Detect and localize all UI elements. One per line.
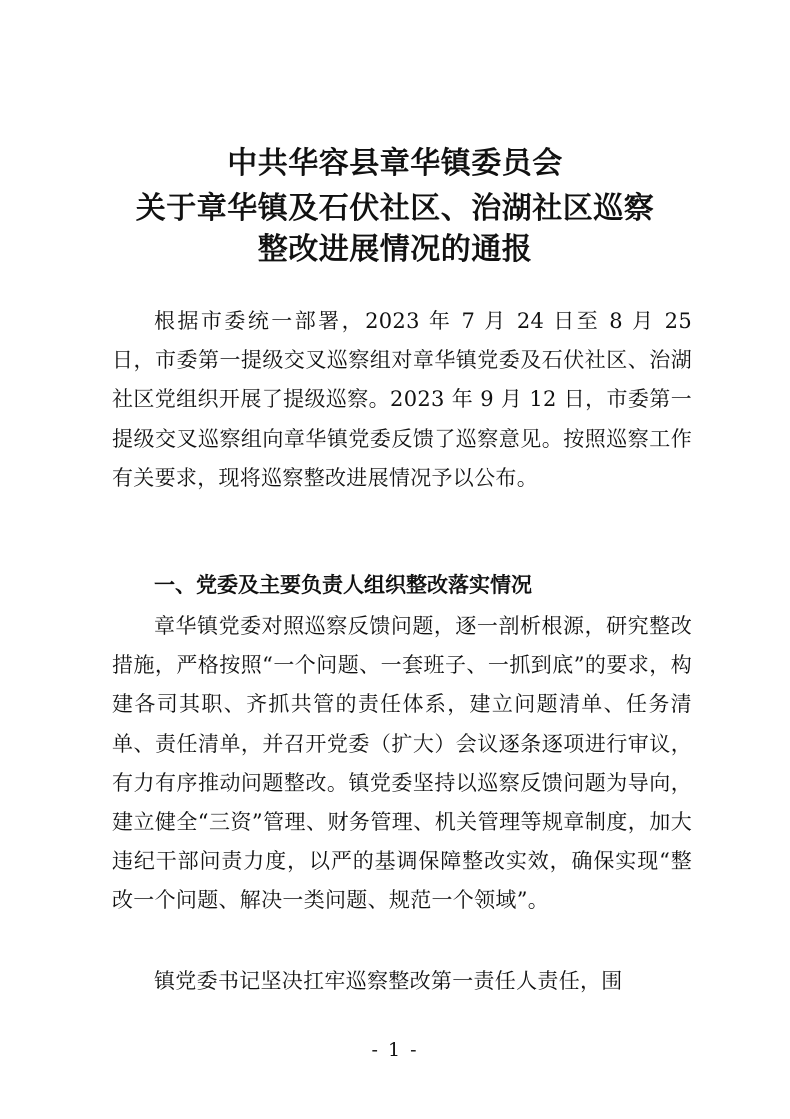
- paragraph-secretary: 镇党委书记坚决扛牢巡察整改第一责任人责任，围: [154, 969, 623, 993]
- document-title-line-3: 整改进展情况的通报: [257, 232, 533, 267]
- section-heading: 一、党委及主要负责人组织整改落实情况: [154, 573, 532, 597]
- document-title-line-1: 中共华容县章华镇委员会: [227, 146, 563, 181]
- paragraph-intro: 根据市委统一部署，2023 年 7 月 24 日至 8 月 25 日，市委第一提级交叉巡察组对章华镇党委及石伏社区、治湖社区党组织开展了提级巡察。2023 年 9 月 12 日，市委第一提级交叉巡察组向章华镇党委反馈了巡察意见。按照巡察工作有关要求，现将巡察整改进展情况予以公布。: [112, 309, 692, 490]
- page-number: - 1 -: [371, 1039, 419, 1061]
- paragraph-rectification: 章华镇党委对照巡察反馈问题，逐一剖析根源，研究整改措施，严格按照“一个问题、一套班子、一抓到底”的要求，构建各司其职、齐抓共管的责任体系，建立问题清单、任务清单、责任清单，并召开党委（扩大）会议逐条逐项进行审议，有力有序推动问题整改。镇党委坚持以巡察反馈问题为导向，建立健全“三资”管理、财务管理、机关管理等规章制度，加大违纪干部问责力度，以严的基调保障整改实效，确保实现“整改一个问题、解决一类问题、规范一个领域”。: [112, 614, 692, 913]
- document-title-line-2: 关于章华镇及石伏社区、治湖社区巡察: [135, 191, 655, 226]
